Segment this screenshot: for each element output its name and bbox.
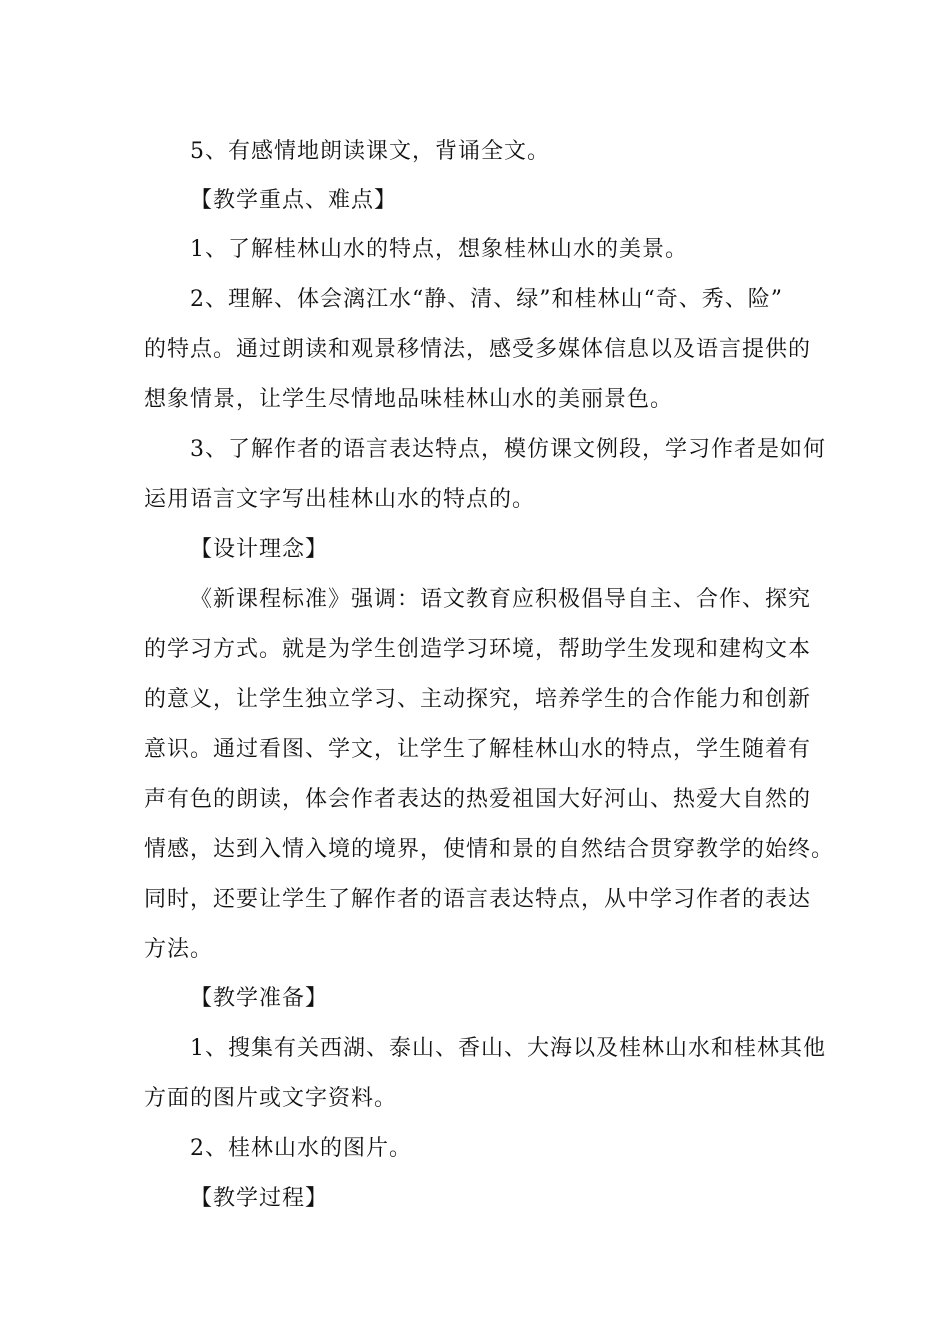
preparation-1-line-2: 方面的图片或文字资料。 [144,1086,398,1111]
heading-design-concept: 【设计理念】 [190,537,329,562]
preparation-1-line-1: 1、搜集有关西湖、泰山、香山、大海以及桂林山水和桂林其他 [190,1036,826,1061]
heading-preparation: 【教学准备】 [190,986,329,1011]
heading-key-points: 【教学重点、难点】 [190,188,398,213]
key-point-2-line-2: 的特点。通过朗读和观景移情法，感受多媒体信息以及语言提供的 [144,337,812,362]
concept-line-3: 的意义，让学生独立学习、主动探究，培养学生的合作能力和创新 [144,687,812,712]
concept-line-4: 意识。通过看图、学文，让学生了解桂林山水的特点，学生随着有 [144,737,812,762]
concept-line-7: 同时，还要让学生了解作者的语言表达特点，从中学习作者的表达 [144,887,812,912]
key-point-3-line-2: 运用语言文字写出桂林山水的特点的。 [144,487,536,512]
heading-teaching-process: 【教学过程】 [190,1186,329,1211]
key-point-2-line-1: 2、理解、体会漓江水“静、清、绿”和桂林山“奇、秀、险” [190,287,783,312]
concept-line-8: 方法。 [144,937,214,962]
concept-line-2: 的学习方式。就是为学生创造学习环境，帮助学生发现和建构文本 [144,637,812,662]
key-point-3-line-1: 3、了解作者的语言表达特点，模仿课文例段，学习作者是如何 [190,437,826,462]
key-point-1: 1、了解桂林山水的特点，想象桂林山水的美景。 [190,237,688,262]
preparation-2: 2、桂林山水的图片。 [190,1136,412,1161]
key-point-2-line-3: 想象情景，让学生尽情地品味桂林山水的美丽景色。 [144,387,674,412]
concept-line-5: 声有色的朗读，体会作者表达的热爱祖国大好河山、热爱大自然的 [144,787,812,812]
concept-line-6: 情感，达到入情入境的境界，使情和景的自然结合贯穿教学的始终。 [144,837,835,862]
objective-5: 5、有感情地朗读课文，背诵全文。 [190,139,550,164]
concept-line-1: 《新课程标准》强调：语文教育应积极倡导自主、合作、探究 [190,587,812,612]
